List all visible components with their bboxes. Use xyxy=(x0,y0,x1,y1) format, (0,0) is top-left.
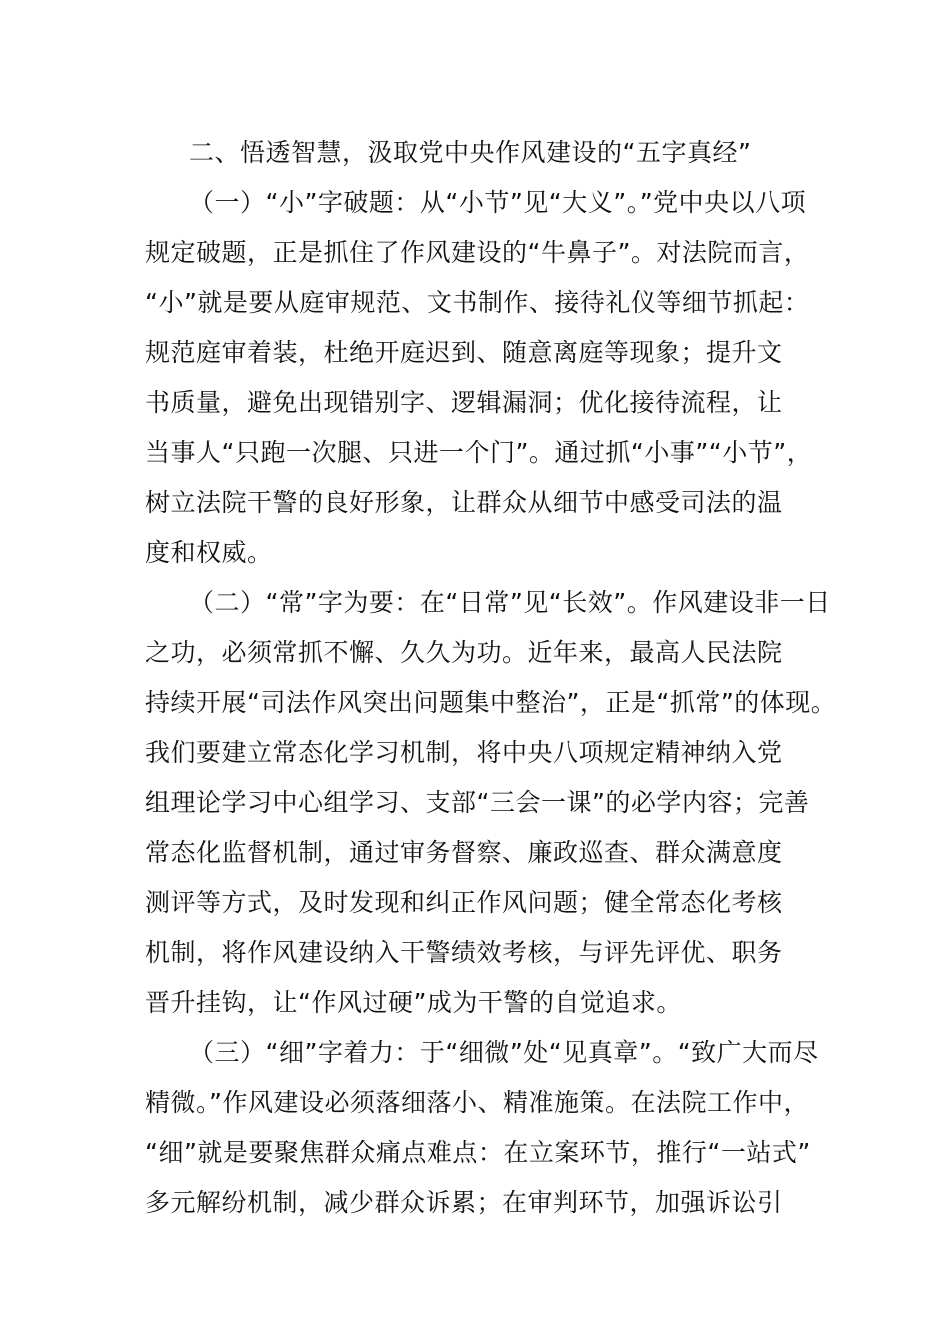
paragraph-2-line-2: 之功，必须常抓不懈、久久为功。近年来，最高人民法院 xyxy=(145,638,783,667)
paragraph-2-line-3: 持续开展“司法作风突出问题集中整治”，正是“抓常”的体现。 xyxy=(145,688,837,717)
paragraph-3-line-1: （三）“细”字着力：于“细微”处“见真章”。“致广大而尽 xyxy=(189,1038,819,1067)
paragraph-1-line-6: 当事人“只跑一次腿、只进一个门”。通过抓“小事”“小节”， xyxy=(145,438,813,467)
paragraph-3-line-3: “细”就是要聚焦群众痛点难点：在立案环节，推行“一站式” xyxy=(145,1138,811,1167)
paragraph-1-line-2: 规定破题，正是抓住了作风建设的“牛鼻子”。对法院而言， xyxy=(145,238,810,267)
paragraph-2-line-9: 晋升挂钩，让“作风过硬”成为干警的自觉追求。 xyxy=(145,988,682,1017)
paragraph-2-line-5: 组理论学习中心组学习、支部“三会一课”的必学内容；完善 xyxy=(145,788,810,817)
paragraph-1-line-4: 规范庭审着装，杜绝开庭迟到、随意离庭等现象；提升文 xyxy=(145,338,783,367)
paragraph-2-line-8: 机制，将作风建设纳入干警绩效考核，与评先评优、职务 xyxy=(145,938,783,967)
paragraph-2-line-1: （二）“常”字为要：在“日常”见“长效”。作风建设非一日 xyxy=(189,588,831,617)
paragraph-1-line-8: 度和权威。 xyxy=(145,538,273,567)
paragraph-2-line-7: 测评等方式，及时发现和纠正作风问题；健全常态化考核 xyxy=(145,888,783,917)
paragraph-2-line-6: 常态化监督机制，通过审务督察、廉政巡查、群众满意度 xyxy=(145,838,783,867)
paragraph-2-line-4: 我们要建立常态化学习机制，将中央八项规定精神纳入党 xyxy=(145,738,783,767)
paragraph-1-line-5: 书质量，避免出现错别字、逻辑漏洞；优化接待流程，让 xyxy=(145,388,783,417)
document-body xyxy=(145,128,837,1228)
paragraph-1-line-7: 树立法院干警的良好形象，让群众从细节中感受司法的温 xyxy=(145,488,783,517)
paragraph-1-line-1: （一）“小”字破题：从“小节”见“大义”。”党中央以八项 xyxy=(189,188,807,217)
paragraph-3-line-4: 多元解纷机制，减少群众诉累；在审判环节，加强诉讼引 xyxy=(145,1188,783,1217)
section-heading: 二、悟透智慧，汲取党中央作风建设的“五字真经” xyxy=(189,138,752,167)
paragraph-1-line-3: “小”就是要从庭审规范、文书制作、接待礼仪等细节抓起： xyxy=(145,288,810,317)
paragraph-3-line-2: 精微。”作风建设必须落细落小、精准施策。在法院工作中， xyxy=(145,1088,809,1117)
